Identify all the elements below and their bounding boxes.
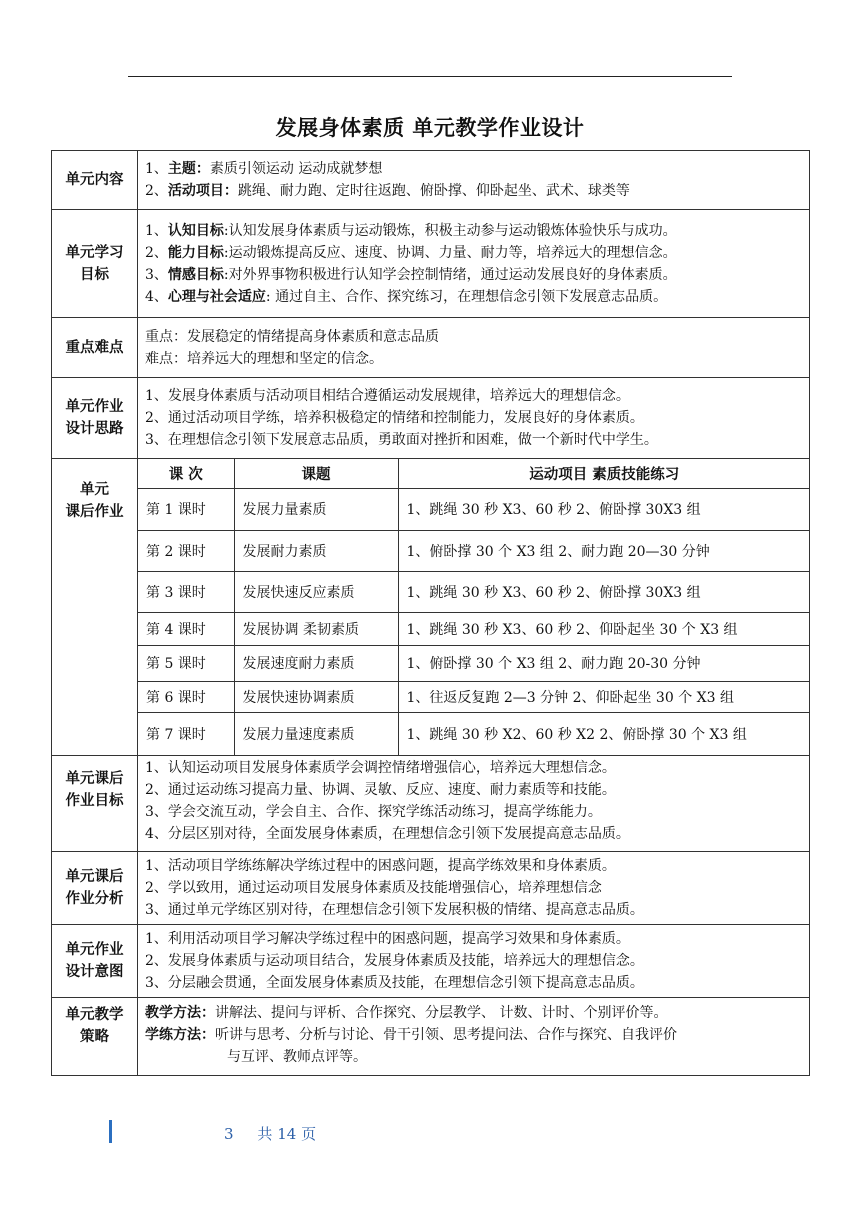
teaching-method-line: 教学方法： 讲解法、提问与评析、合作探究、分层教学、 计数、计时、个别评价等。 <box>145 1005 668 1021</box>
analysis-line: 1、活动项目学练练解决学练过程中的困惑问题，提高学练效果和身体素质。 <box>145 858 616 874</box>
row-unit-content <box>52 151 810 210</box>
homework-analysis-cell <box>138 852 810 925</box>
row-design-idea <box>52 378 810 459</box>
table-row <box>138 712 810 755</box>
exercise-cell: 1、跳绳 30 秒 X2、60 秒 X2 2、俯卧撑 30 个 X3 组 <box>398 712 810 755</box>
header-exercise: 运动项目 素质技能练习 <box>398 459 810 488</box>
table-row <box>138 530 810 571</box>
difficult-point-line: 难点：培养远大的理想和坚定的信念。 <box>145 350 383 367</box>
topic-cell: 发展快速反应素质 <box>234 571 398 612</box>
row-learning-goals <box>52 210 810 318</box>
topic-cell: 发展耐力素质 <box>234 530 398 571</box>
row-design-intent <box>52 925 810 998</box>
table-row <box>138 645 810 681</box>
homework-table <box>138 459 810 755</box>
goal-line: 1、认知目标:认知发展身体素质与运动锻炼，积极主动参与运动锻炼体验快乐与成功。 <box>145 222 677 239</box>
lesson-cell: 第 6 课时 <box>138 681 234 712</box>
topic-cell: 发展力量素质 <box>234 488 398 530</box>
learning-method-line-cont: 与互评、教师点评等。 <box>227 1049 367 1065</box>
unit-content-line: 1、主题：素质引领运动 运动成就梦想 <box>145 161 383 177</box>
lesson-cell: 第 3 课时 <box>138 571 234 612</box>
table-row <box>138 612 810 645</box>
unit-content-line: 2、活动项目：跳绳、耐力跑、定时往返跑、俯卧撑、仰卧起坐、武术、球类等 <box>145 183 630 199</box>
label-design-idea: 单元作业 设计思路 <box>52 378 138 459</box>
exercise-cell: 1、俯卧撑 30 个 X3 组 2、耐力跑 20-30 分钟 <box>398 645 810 681</box>
table-row <box>138 681 810 712</box>
exercise-cell: 1、跳绳 30 秒 X3、60 秒 2、仰卧起坐 30 个 X3 组 <box>398 612 810 645</box>
intent-line: 3、分层融会贯通，全面发展身体素质及技能，在理想信念引领下提高意志品质。 <box>145 975 644 991</box>
lesson-cell: 第 7 课时 <box>138 712 234 755</box>
page-title: 发展身体素质 单元教学作业设计 <box>275 116 585 140</box>
row-homework <box>52 459 810 756</box>
design-idea-line: 2、通过活动项目学练，培养积极稳定的情绪和控制能力，发展良好的身体素质。 <box>145 410 644 426</box>
topic-cell: 发展快速协调素质 <box>234 681 398 712</box>
homework-goal-line: 4、分层区别对待，全面发展身体素质，在理想信念引领下发展提高意志品质。 <box>145 826 630 842</box>
lesson-cell: 第 2 课时 <box>138 530 234 571</box>
lesson-cell: 第 1 课时 <box>138 488 234 530</box>
homework-goal-line: 2、通过运动练习提高力量、协调、灵敏、反应、速度、耐力素质等和技能。 <box>145 782 616 798</box>
analysis-line: 2、学以致用，通过运动项目发展身体素质及技能增强信心，培养理想信念 <box>145 880 602 896</box>
design-idea-line: 1、发展身体素质与活动项目相结合遵循运动发展规律，培养远大的理想信念。 <box>145 388 630 404</box>
label-design-intent: 单元作业 设计意图 <box>52 925 138 998</box>
label-key-difficult: 重点难点 <box>52 318 138 378</box>
row-key-difficult <box>52 318 810 378</box>
exercise-cell: 1、跳绳 30 秒 X3、60 秒 2、俯卧撑 30X3 组 <box>398 488 810 530</box>
exercise-cell: 1、跳绳 30 秒 X3、60 秒 2、俯卧撑 30X3 组 <box>398 571 810 612</box>
homework-goal-line: 3、学会交流互动，学会自主、合作、探究学练活动练习，提高学练能力。 <box>145 804 602 820</box>
key-point-line: 重点：发展稳定的情绪提高身体素质和意志品质 <box>145 328 439 345</box>
row-homework-analysis <box>52 852 810 925</box>
homework-header-row <box>138 459 810 488</box>
learning-method-line: 学练方法： 听讲与思考、分析与讨论、骨干引领、思考提问法、合作与探究、自我评价 <box>145 1027 677 1043</box>
analysis-line: 3、通过单元学练区别对待，在理想信念引领下发展积极的情绪、提高意志品质。 <box>145 902 644 918</box>
table-row <box>138 571 810 612</box>
topic-cell: 发展力量速度素质 <box>234 712 398 755</box>
table-row <box>138 488 810 530</box>
label-learning-goals: 单元学习 目标 <box>52 210 138 318</box>
learning-goals-cell <box>138 210 810 318</box>
strategy-cell <box>138 998 810 1076</box>
header-rule <box>128 76 732 77</box>
design-table <box>51 150 810 1076</box>
lesson-cell: 第 4 课时 <box>138 612 234 645</box>
footer-bar <box>109 1120 112 1143</box>
page-number: 3 共 14 页 <box>224 1125 317 1143</box>
header-lesson: 课 次 <box>138 459 234 488</box>
topic-cell: 发展速度耐力素质 <box>234 645 398 681</box>
header-topic: 课题 <box>234 459 398 488</box>
label-strategy: 单元教学 策略 <box>52 998 138 1076</box>
design-idea-cell <box>138 378 810 459</box>
topic-cell: 发展协调 柔韧素质 <box>234 612 398 645</box>
goal-line: 4、心理与社会适应: 通过自主、合作、探究练习，在理想信念引领下发展意志品质。 <box>145 288 668 305</box>
design-idea-line: 3、在理想信念引领下发展意志品质，勇敢面对挫折和困难，做一个新时代中学生。 <box>145 432 658 448</box>
label-homework-goals: 单元课后 作业目标 <box>52 756 138 852</box>
row-strategy <box>52 998 810 1076</box>
goal-line: 2、能力目标:运动锻炼提高反应、速度、协调、力量、耐力等，培养远大的理想信念。 <box>145 244 677 261</box>
unit-content-cell <box>138 151 810 210</box>
homework-cell <box>138 459 810 756</box>
label-homework-analysis: 单元课后 作业分析 <box>52 852 138 925</box>
exercise-cell: 1、俯卧撑 30 个 X3 组 2、耐力跑 20—30 分钟 <box>398 530 810 571</box>
goal-line: 3、情感目标:对外界事物积极进行认知学会控制情绪，通过运动发展良好的身体素质。 <box>145 266 677 283</box>
lesson-cell: 第 5 课时 <box>138 645 234 681</box>
homework-goals-cell <box>138 756 810 852</box>
row-homework-goals <box>52 756 810 852</box>
intent-line: 1、利用活动项目学习解决学练过程中的困惑问题，提高学习效果和身体素质。 <box>145 931 630 947</box>
design-intent-cell <box>138 925 810 998</box>
homework-goal-line: 1、认知运动项目发展身体素质学会调控情绪增强信心，培养远大理想信念。 <box>145 760 616 776</box>
label-homework: 单元 课后作业 <box>52 459 138 756</box>
key-difficult-cell <box>138 318 810 378</box>
intent-line: 2、发展身体素质与运动项目结合，发展身体素质及技能，培养远大的理想信念。 <box>145 953 644 969</box>
exercise-cell: 1、往返反复跑 2—3 分钟 2、仰卧起坐 30 个 X3 组 <box>398 681 810 712</box>
label-unit-content: 单元内容 <box>52 151 138 210</box>
